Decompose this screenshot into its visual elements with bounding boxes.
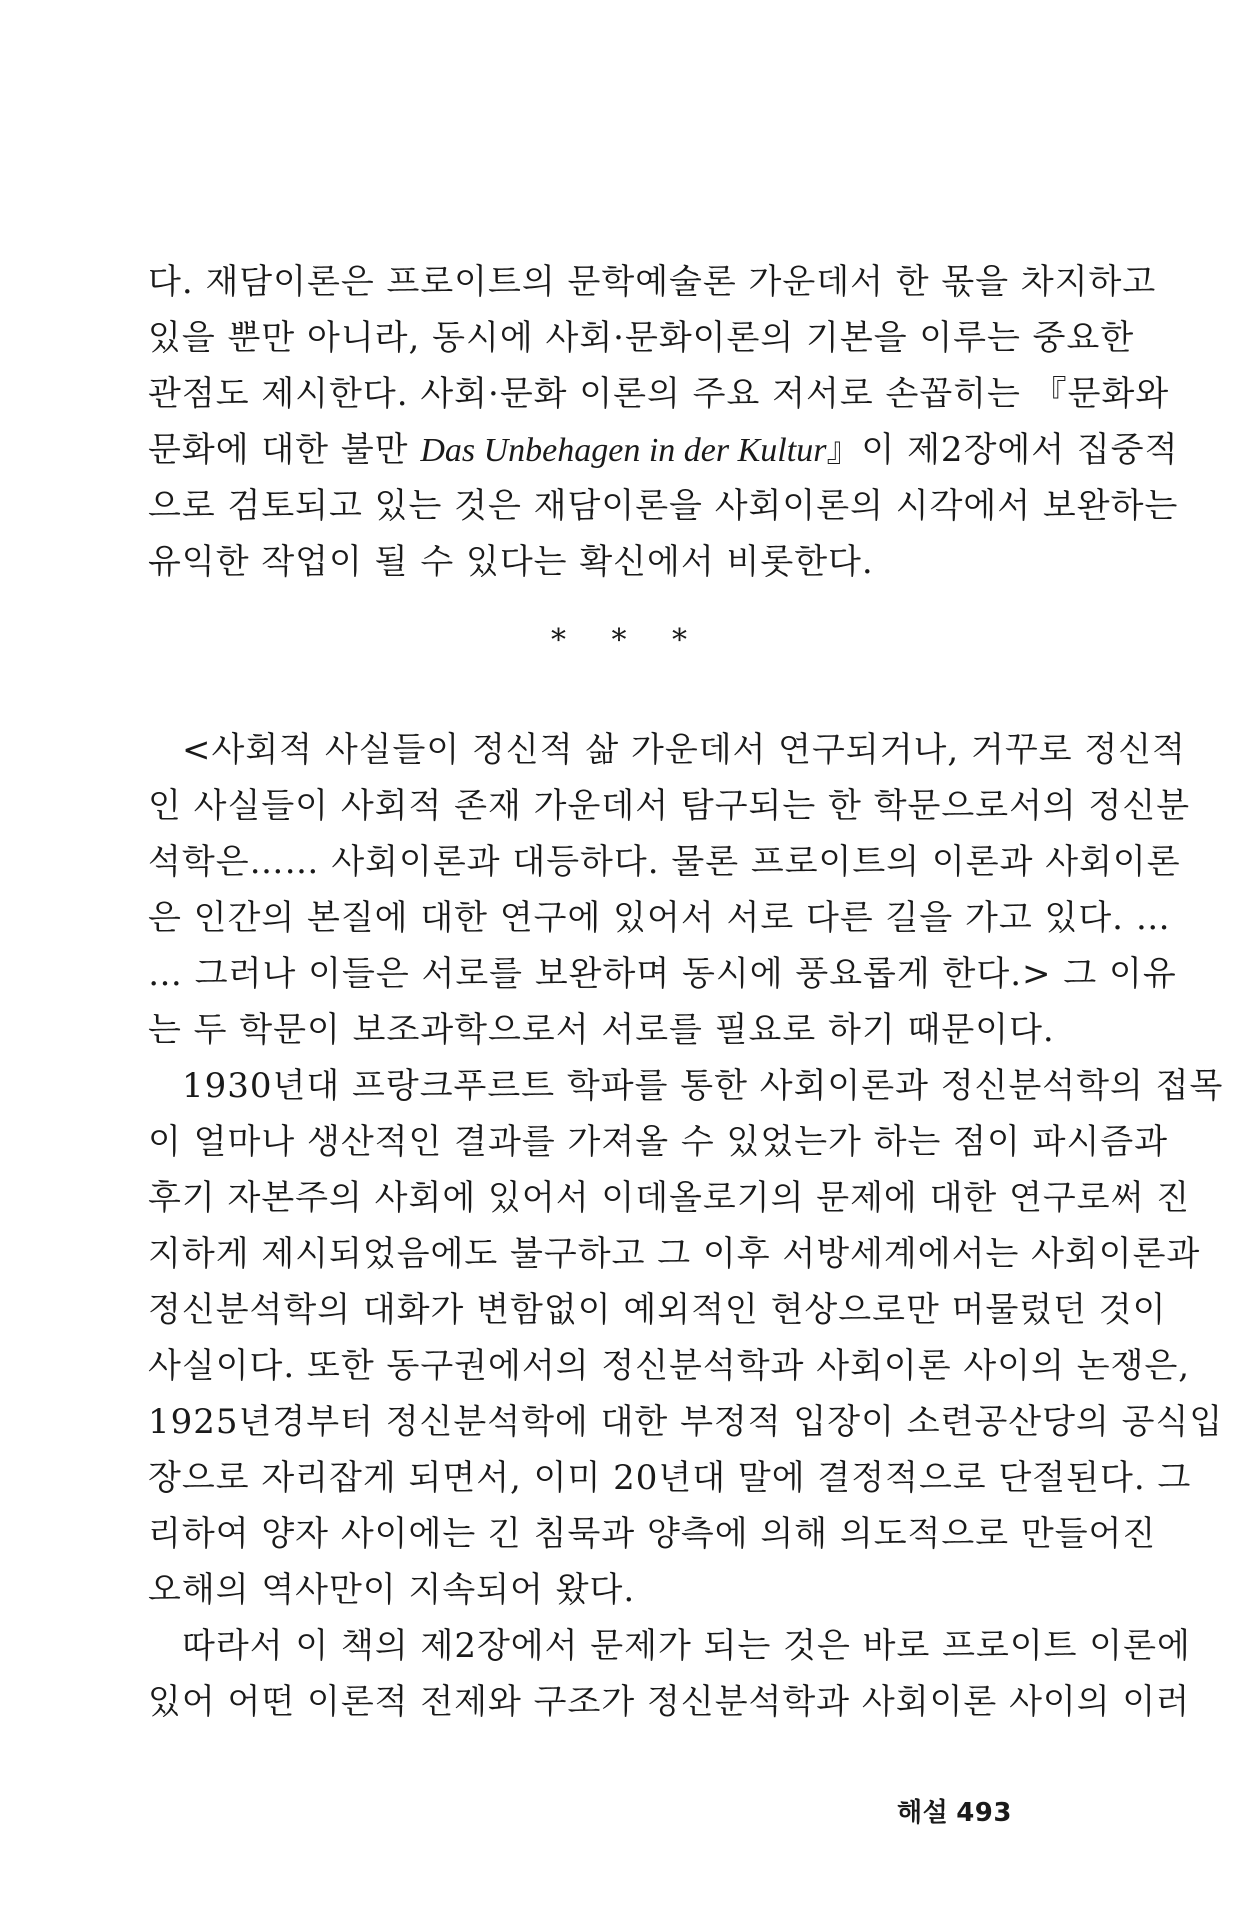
text-line: 리하여 양자 사이에는 긴 침묵과 양측에 의해 의도적으로 만들어진 xyxy=(148,1514,1157,1554)
text-line: 다. 재담이론은 프로이트의 문학예술론 가운데서 한 몫을 차지하고 xyxy=(148,262,1157,302)
book-title-german: Das Unbehagen in der Kultur xyxy=(420,432,827,469)
section-separator: * * * xyxy=(550,623,706,658)
text-line: … 그러나 이들은 서로를 보완하며 동시에 풍요롭게 한다.> 그 이유 xyxy=(148,954,1177,994)
text-line: 오해의 역사만이 지속되어 왔다. xyxy=(148,1570,636,1610)
text-line: 관점도 제시한다. 사회·문화 이론의 주요 저서로 손꼽히는 『문화와 xyxy=(148,374,1170,414)
text-line: 유익한 작업이 될 수 있다는 확신에서 비롯한다. xyxy=(148,542,874,582)
text-line: 은 인간의 본질에 대한 연구에 있어서 서로 다른 길을 가고 있다. … xyxy=(148,898,1171,938)
text-line: 1930년대 프랑크푸르트 학파를 통한 사회이론과 정신분석학의 접목 xyxy=(182,1066,1224,1106)
text-line: 있어 어떤 이론적 전제와 구조가 정신분석학과 사회이론 사이의 이러 xyxy=(148,1682,1191,1722)
text-fragment: 』이 제2장에서 집중적 xyxy=(826,430,1179,470)
text-line: 후기 자본주의 사회에 있어서 이데올로기의 문제에 대한 연구로써 진 xyxy=(148,1178,1191,1218)
text-line: 지하게 제시되었음에도 불구하고 그 이후 서방세계에서는 사회이론과 xyxy=(148,1234,1201,1274)
text-line: 따라서 이 책의 제2장에서 문제가 되는 것은 바로 프로이트 이론에 xyxy=(182,1626,1191,1666)
text-line: 있을 뿐만 아니라, 동시에 사회·문화이론의 기본을 이루는 중요한 xyxy=(148,318,1135,358)
text-fragment: 문화에 대한 불만 xyxy=(148,430,409,470)
text-line: 이 얼마나 생산적인 결과를 가져올 수 있었는가 하는 점이 파시즘과 xyxy=(148,1122,1169,1162)
text-line: 사실이다. 또한 동구권에서의 정신분석학과 사회이론 사이의 논쟁은, xyxy=(148,1346,1191,1386)
text-line-with-title xyxy=(148,428,1179,473)
text-line: <사회적 사실들이 정신적 삶 가운데서 연구되거나, 거꾸로 정신적 xyxy=(182,730,1186,770)
page-footer xyxy=(897,1792,1012,1829)
text-line: 장으로 자리잡게 되면서, 이미 20년대 말에 결정적으로 단절된다. 그 xyxy=(148,1458,1192,1498)
text-line: 석학은…… 사회이론과 대등하다. 물론 프로이트의 이론과 사회이론 xyxy=(148,842,1181,882)
text-line: 1925년경부터 정신분석학에 대한 부정적 입장이 소련공산당의 공식입 xyxy=(148,1402,1224,1442)
text-line: 인 사실들이 사회적 존재 가운데서 탐구되는 한 학문으로서의 정신분 xyxy=(148,786,1191,826)
text-line: 정신분석학의 대화가 변함없이 예외적인 현상으로만 머물렀던 것이 xyxy=(148,1290,1167,1330)
text-line: 는 두 학문이 보조과학으로서 서로를 필요로 하기 때문이다. xyxy=(148,1010,1055,1050)
running-head: 해설 xyxy=(896,1798,949,1828)
page-number: 493 xyxy=(956,1798,1012,1828)
text-line: 으로 검토되고 있는 것은 재담이론을 사회이론의 시각에서 보완하는 xyxy=(148,486,1179,526)
